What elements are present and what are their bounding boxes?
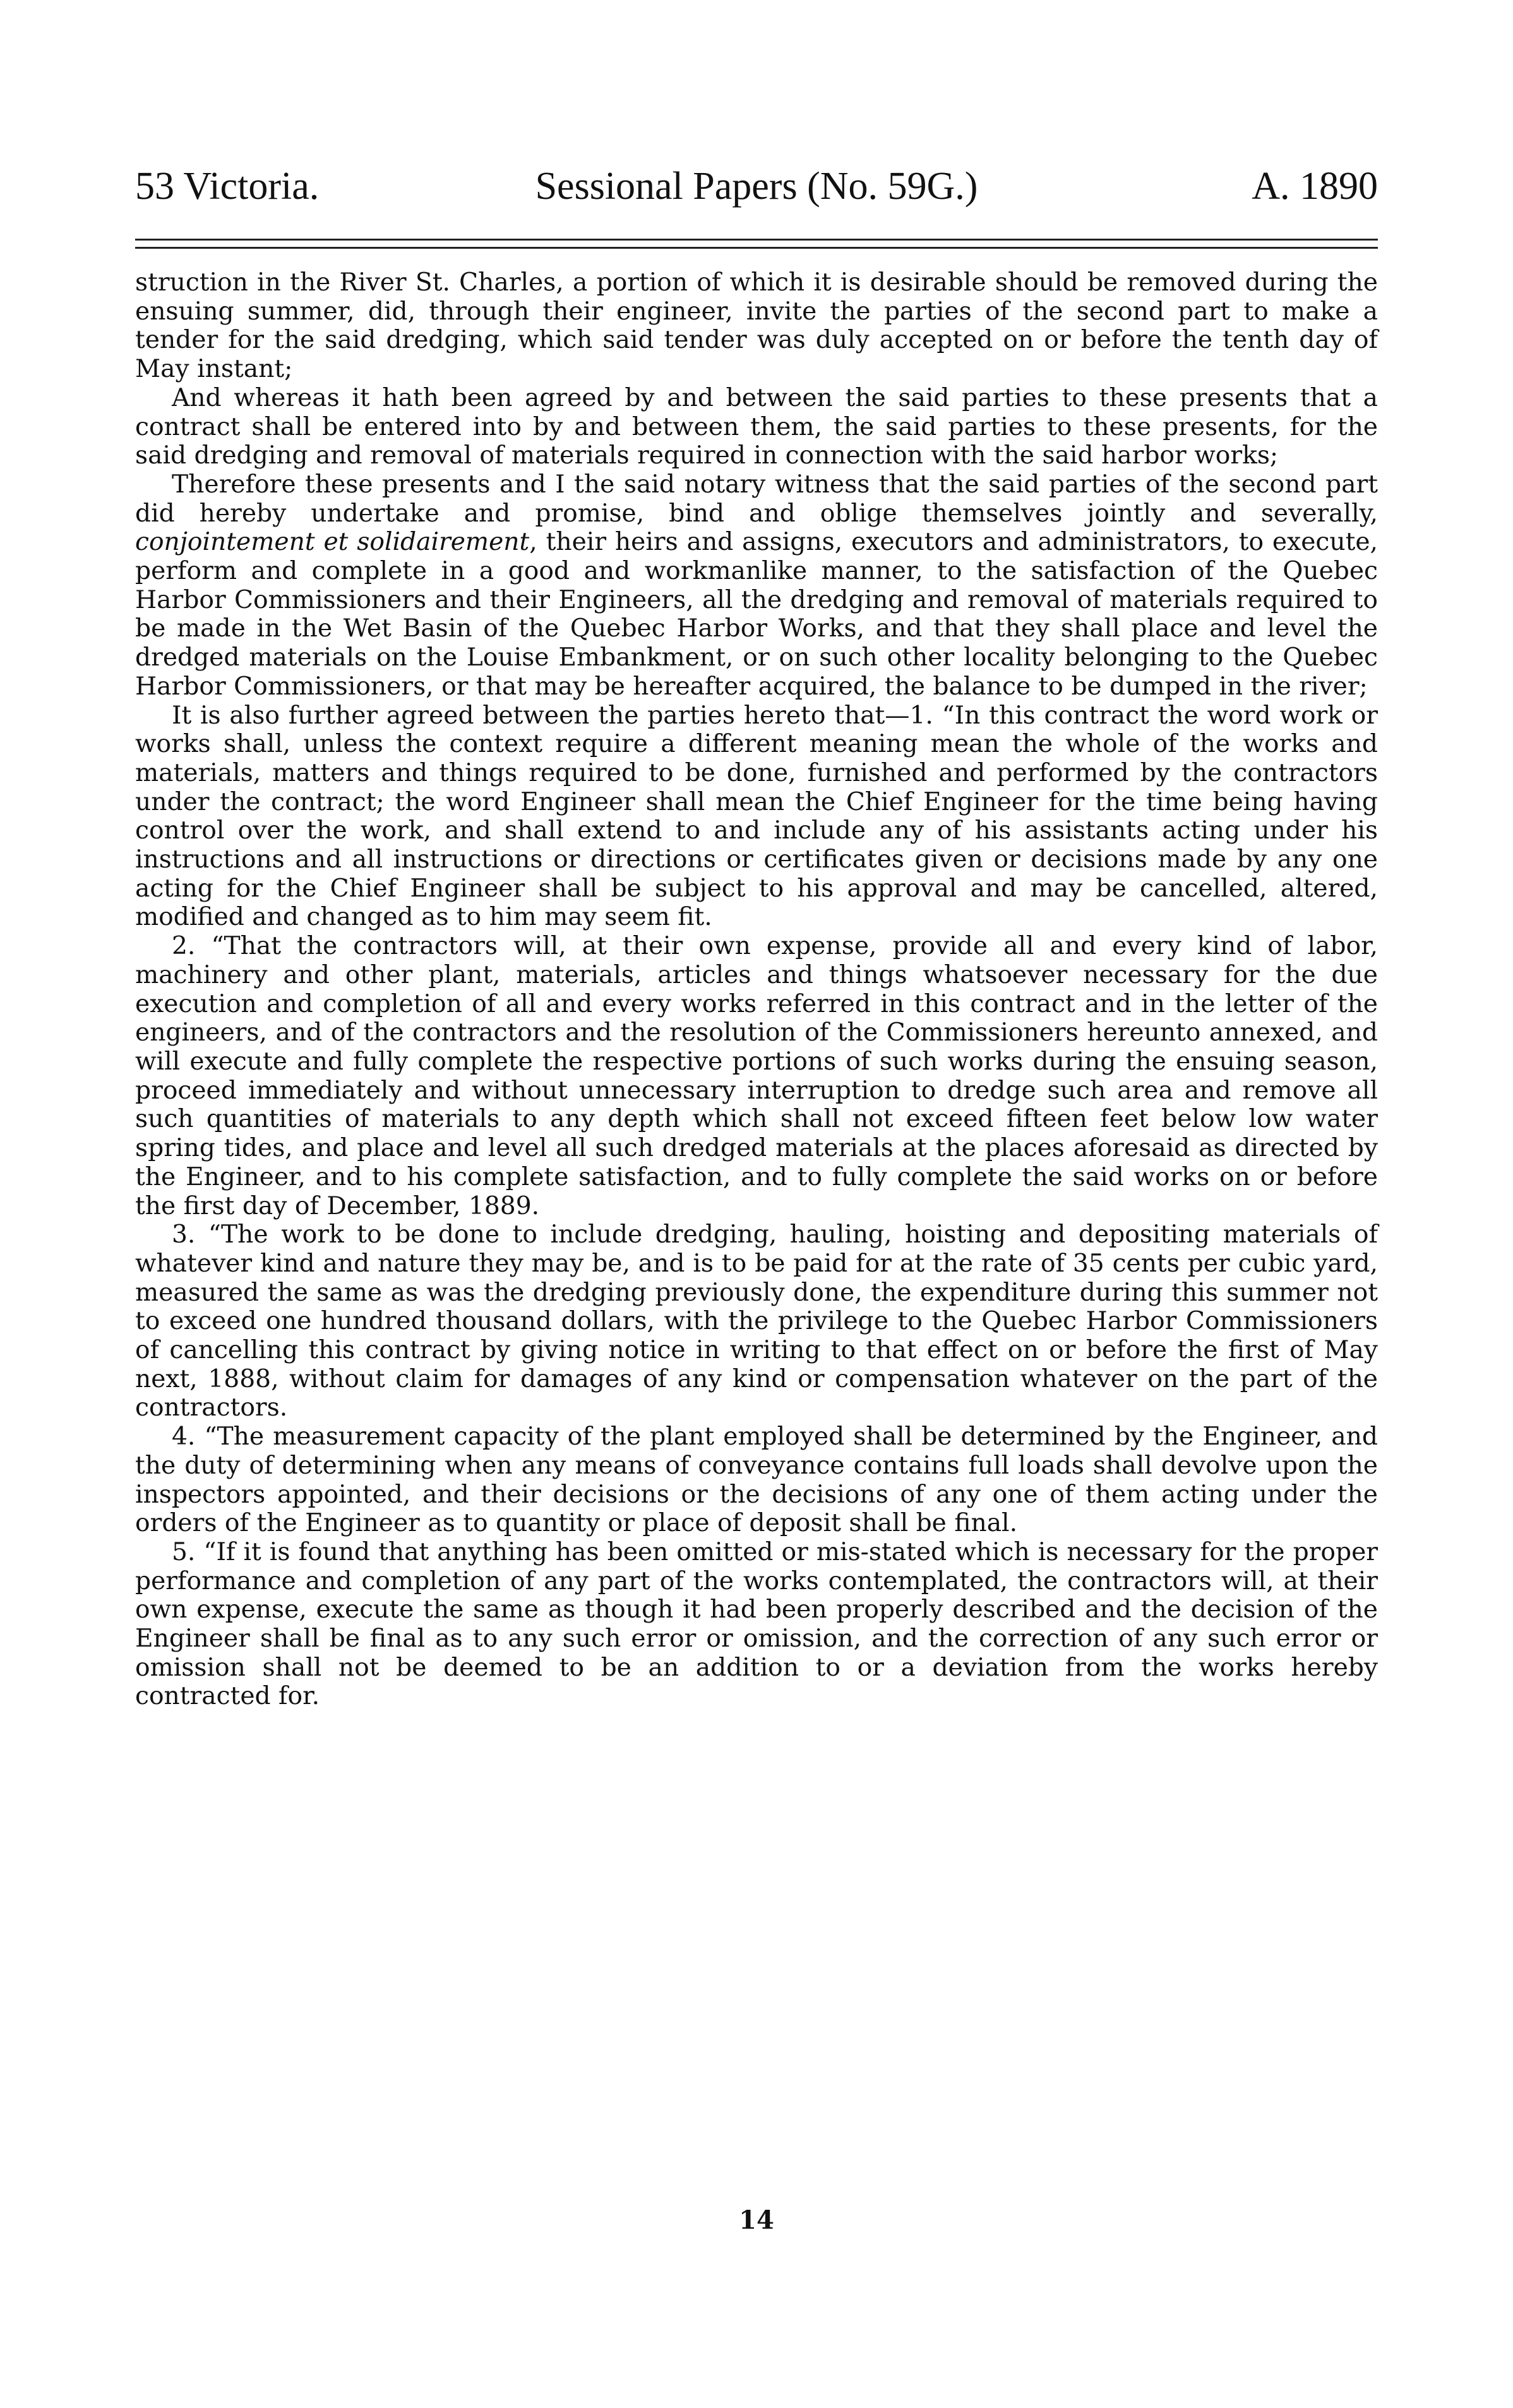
- paragraph-clause-5: 5. “If it is found that anything has been omitted or mis-stated which is necessary for the proper performance and completion of any part of the works contemplated, the contractors will, at their own expense, execute the same as though it had been properly described and the decision of the Engineer shall be final as to any such error or omission, and the correction of any such error or omission shall not be deemed to be an addition to or a deviation from the works hereby contracted for.: [135, 1537, 1378, 1711]
- header-year: A. 1890: [1252, 165, 1378, 208]
- paragraph-clause-4: 4. “The measurement capacity of the plant employed shall be determined by the Engineer, and the duty of determining when any means of conveyance contains full loads shall devolve upon the inspectors appointed, and their decisions or the decisions of any one of them acting under the orders of the Engineer as to quantity or place of deposit shall be final.: [135, 1422, 1378, 1538]
- paragraph-whereas: And whereas it hath been agreed by and between the said parties to these presents that a contract shall be entered into by and between them, the said parties to these presents, for the said dredging and removal of materials required in connection with the said harbor works;: [135, 383, 1378, 470]
- header-sessional-papers: Sessional Papers (No. 59G.): [535, 165, 978, 208]
- header-rule-bottom: [135, 247, 1378, 249]
- paragraph-clause-1: It is also further agreed between the parties hereto that—1. “In this contract the word work or works shall, unless the context require a different meaning mean the whole of the works and materials, matters and things required to be done, furnished and performed by the contractors under the contract; the word Engineer shall mean the Chief Engineer for the time being having control over the work, and shall extend to and include any of his assistants acting under his instructions and all instructions or directions or certificates given or decisions made by any one acting for the Chief Engineer shall be subject to his approval and may be cancelled, altered, modified and changed as to him may seem fit.: [135, 701, 1378, 932]
- running-header: [135, 161, 1378, 212]
- paragraph-clause-3: 3. “The work to be done to include dredging, hauling, hoisting and depositing materials of whatever kind and nature they may be, and is to be paid for at the rate of 35 cents per cubic yard, measured the same as was the dredging previously done, the expenditure during this summer not to exceed one hundred thousand dollars, with the privilege to the Quebec Harbor Commissioners of cancelling this contract by giving notice in writing to that effect on or before the first of May next, 1888, without claim for damages of any kind or compensation whatever on the part of the contractors.: [135, 1220, 1378, 1422]
- paragraph-continuation: struction in the River St. Charles, a portion of which it is desirable should be removed during the ensuing summer, did, through their engineer, invite the parties of the second part to make a tender for the said dredging, which said tender was duly accepted on or before the tenth day of May instant;: [135, 268, 1378, 384]
- therefore-italic-phrase: conjointement et solidairement: [135, 528, 530, 557]
- therefore-text-before: Therefore these presents and I the said notary witness that the said parties of the second part did hereby undertake and promise, bind and oblige themselves jointly and severally,: [135, 470, 1378, 528]
- therefore-text-after: , their heirs and assigns, executors and administrators, to execute, perform and complete in a good and workmanlike manner, to the satisfaction of the Quebec Harbor Commissioners and their Engineers, all the dredging and removal of materials required to be made in the Wet Basin of the Quebec Harbor Works, and that they shall place and level the dredged materials on the Louise Embankment, or on such other locality belonging to the Quebec Harbor Commissioners, or that may be hereafter acquired, the balance to be dumped in the river;: [135, 528, 1378, 701]
- page-number: 14: [739, 2205, 774, 2235]
- header-rule-top: [135, 239, 1378, 241]
- paragraph-therefore: [135, 470, 1378, 701]
- paragraph-clause-2: 2. “That the contractors will, at their own expense, provide all and every kind of labor, machinery and other plant, materials, articles and things whatsoever necessary for the due execution and completion of all and every works referred in this contract and in the letter of the engineers, and of the contractors and the resolution of the Commissioners hereunto annexed, and will execute and fully complete the respective portions of such works during the ensuing season, proceed immediately and without unnecessary interruption to dredge such area and remove all such quantities of materials to any depth which shall not exceed fifteen feet below low water spring tides, and place and level all such dredged materials at the places aforesaid as directed by the Engineer, and to his complete satisfaction, and to fully complete the said works on or before the first day of December, 1889.: [135, 932, 1378, 1220]
- document-body: [135, 268, 1378, 1711]
- header-session: 53 Victoria.: [135, 165, 320, 208]
